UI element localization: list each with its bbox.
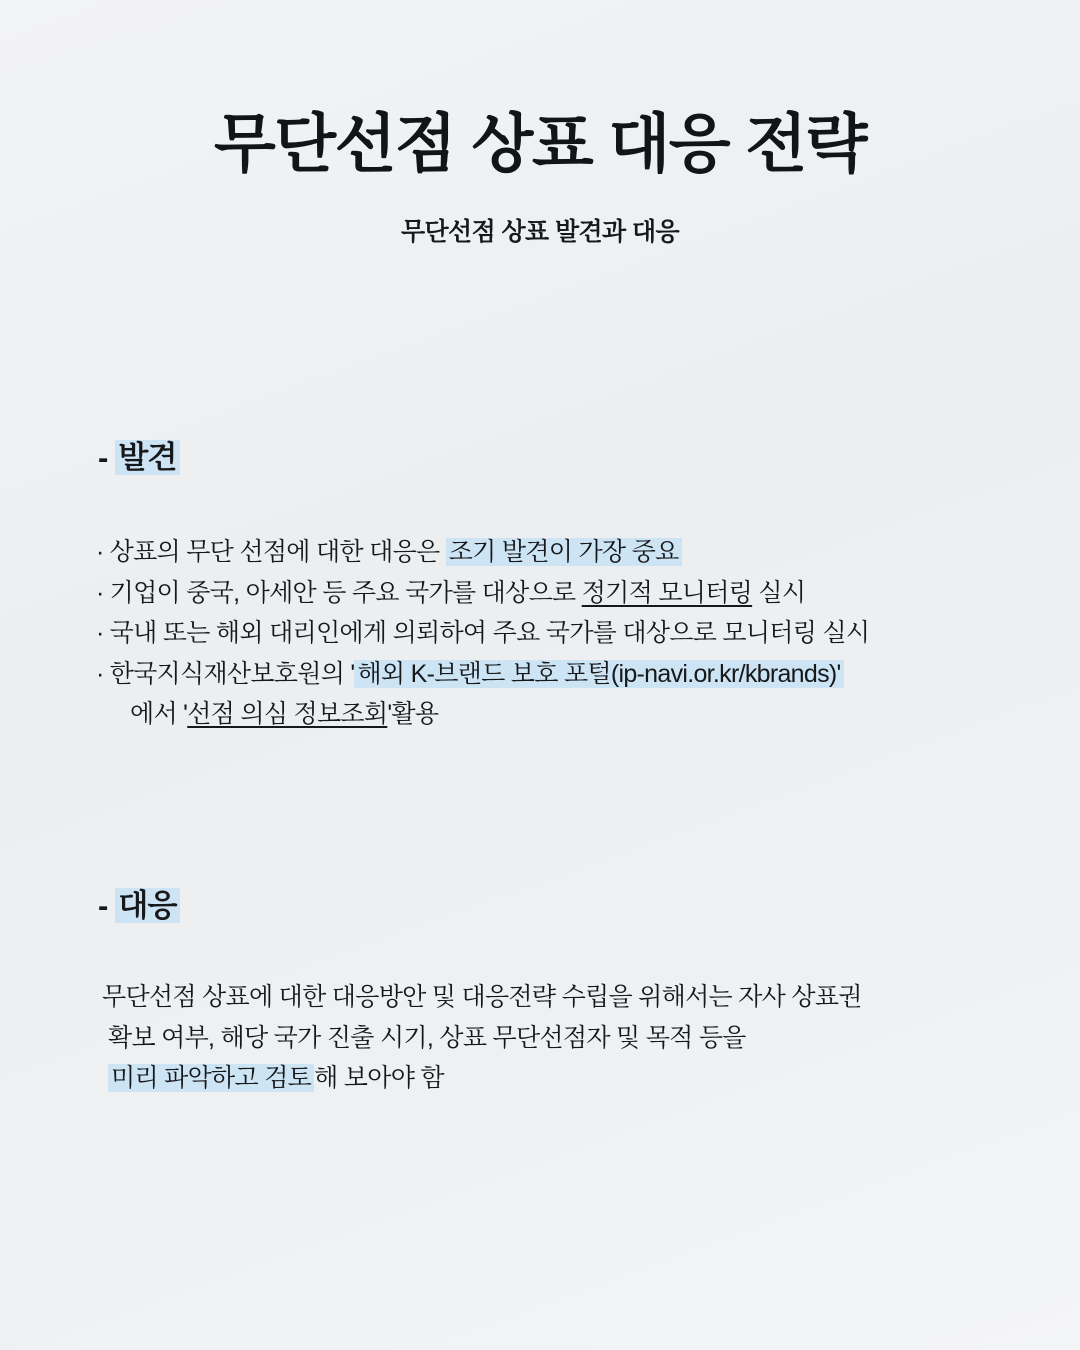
paragraph-text-part: 확보 여부, 해당 국가 진출 시기, 상표 무단선점자 및 목적 등을 <box>108 1023 746 1052</box>
bullet-text-underline: 정기적 모니터링 <box>581 578 753 607</box>
bullet-text-highlight: 조기 발견이 가장 중요 <box>446 538 682 566</box>
section-discovery <box>88 432 1000 735</box>
discovery-bullet-list <box>88 532 1000 735</box>
section-heading-prefix: - <box>98 888 116 923</box>
bullet-marker: · <box>96 619 104 647</box>
bullet-text-part: 상표의 무단 선점에 대한 대응은 <box>109 538 446 566</box>
bullet-text-part: 한국지식재산보호원의 ' <box>109 659 355 688</box>
bullet-text-part: 에서 ' <box>130 700 188 728</box>
bullet-marker: · <box>96 578 104 607</box>
list-item <box>96 573 1000 614</box>
list-item <box>96 654 1000 735</box>
section-discovery-heading <box>88 432 1000 477</box>
section-response-heading <box>88 880 1000 925</box>
page-title: 무단선점 상표 대응 전략 <box>213 108 867 180</box>
paragraph-text-part: 무단선점 상표에 대한 대응방안 및 대응전략 수립을 위해서는 자사 상표권 <box>102 983 862 1011</box>
bullet-text-part: 실시 <box>752 578 806 607</box>
paragraph-text-highlight: 미리 파악하고 검토 <box>108 1064 314 1092</box>
section-heading-text: 발견 <box>115 440 179 475</box>
bullet-marker: · <box>96 538 104 566</box>
response-paragraph <box>88 977 1000 1099</box>
paragraph-text-part: 해 보아야 함 <box>314 1064 444 1092</box>
bullet-text-underline: 선점 의심 정보조회 <box>187 700 388 728</box>
section-heading-text: 대응 <box>115 888 179 923</box>
list-item <box>96 613 1000 654</box>
paragraph-line <box>102 977 1000 1018</box>
bullet-text-part: 기업이 중국, 아세안 등 주요 국가를 대상으로 <box>109 578 582 607</box>
bullet-text-part: 국내 또는 해외 대리인에게 의뢰하여 주요 국가를 대상으로 모니터링 실시 <box>109 619 870 647</box>
page-subtitle: 무단선점 상표 발견과 대응 <box>400 217 680 246</box>
paragraph-line <box>102 1018 1000 1059</box>
bullet-text-part: '활용 <box>387 700 439 728</box>
bullet-text-highlight: 해외 K-브랜드 보호 포털(ip-navi.or.kr/kbrands)' <box>354 660 843 688</box>
section-heading-prefix: - <box>98 440 116 475</box>
bullet-continuation <box>96 694 1000 735</box>
bullet-marker: · <box>96 659 104 688</box>
section-response <box>88 880 1000 1099</box>
list-item <box>96 532 1000 573</box>
paragraph-line <box>102 1058 1000 1099</box>
